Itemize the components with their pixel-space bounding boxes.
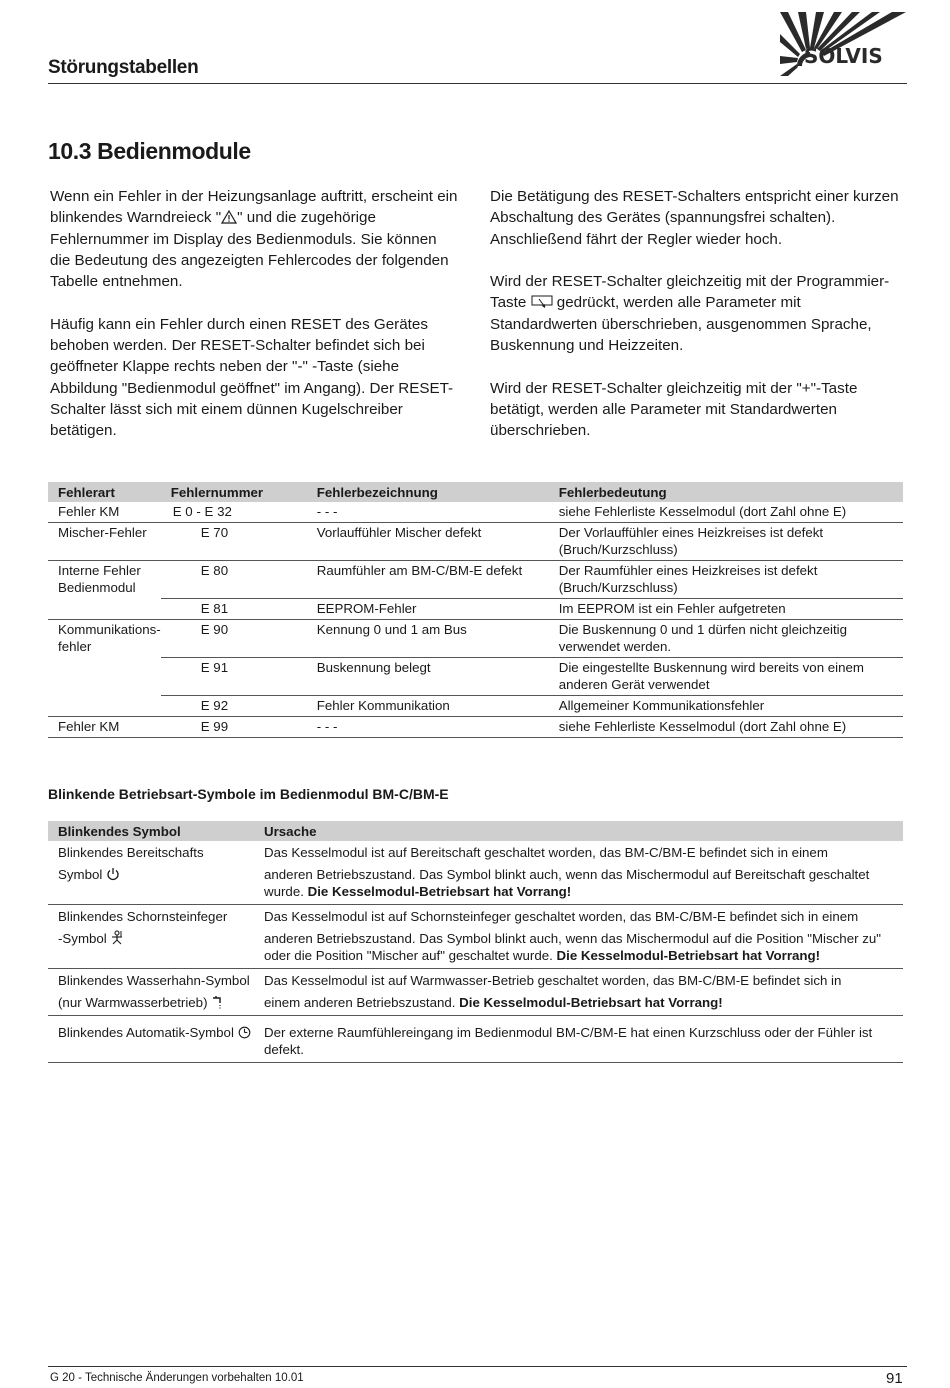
error-number: E 81 xyxy=(161,599,307,620)
solvis-logo xyxy=(780,12,908,76)
error-meaning: siehe Fehlerliste Kesselmodul (dort Zahl ohne E) xyxy=(549,717,903,738)
table-row xyxy=(48,620,903,658)
error-label: - - - xyxy=(307,502,549,523)
column-header: Fehlerbezeichnung xyxy=(307,482,549,502)
symbol-cell: Blinkendes Wasserhahn-Symbol (nur Warmwasserbetrieb) xyxy=(48,969,254,1016)
table-header-row xyxy=(48,821,903,841)
intro-paragraph: Die Betätigung des RESET-Schalters entspricht einer kurzen Abschaltung des Gerätes (spannungsfrei schalten). Anschließend fährt der Regler wieder hoch. xyxy=(490,188,899,248)
error-label: Fehler Kommunikation xyxy=(307,696,549,717)
error-label: Buskennung belegt xyxy=(307,658,549,696)
error-type xyxy=(48,696,161,717)
column-header: Fehlernummer xyxy=(161,482,307,502)
footer-text: G 20 - Technische Änderungen vorbehalten 10.01 xyxy=(50,1372,304,1384)
table-row xyxy=(48,696,903,717)
symbols-section-title: Blinkende Betriebsart-Symbole im Bedienmodul BM-C/BM-E xyxy=(48,786,449,802)
error-meaning: Allgemeiner Kommunikationsfehler xyxy=(549,696,903,717)
warning-triangle-icon xyxy=(221,210,237,224)
chimney-sweep-icon xyxy=(110,930,124,945)
symbol-cell: Blinkendes Automatik-Symbol xyxy=(48,1016,254,1063)
intro-paragraph: Wird der RESET-Schalter gleichzeitig mit der "+"-Taste betätigt, werden alle Parameter mit Standardwerten überschrieben. xyxy=(490,379,858,440)
intro-paragraph: Wird der RESET-Schalter gleichzeitig mit der Programmier-Taste gedrückt, werden alle Parameter mit Standardwerten überschrieben, ausgenommen Sprache, Buskennung und Heizzeiten. xyxy=(490,273,890,355)
table-row xyxy=(48,502,903,523)
error-number: E 91 xyxy=(161,658,307,696)
error-number: E 70 xyxy=(161,523,307,561)
error-type: Mischer-Fehler xyxy=(48,523,161,561)
error-label: - - - xyxy=(307,717,549,738)
header-title: Störungstabellen xyxy=(48,57,199,78)
column-header: Fehlerart xyxy=(48,482,161,502)
error-label: Kennung 0 und 1 am Bus xyxy=(307,620,549,658)
error-type xyxy=(48,658,161,696)
column-header: Fehlerbedeutung xyxy=(549,482,903,502)
symbol-cell: Blinkendes Bereitschafts Symbol xyxy=(48,841,254,905)
error-label: Vorlauffühler Mischer defekt xyxy=(307,523,549,561)
symbol-cell: Blinkendes Schornsteinfeger -Symbol xyxy=(48,905,254,969)
error-meaning: Der Vorlauffühler eines Heizkreises ist defekt (Bruch/Kurzschluss) xyxy=(549,523,903,561)
footer-divider xyxy=(48,1366,907,1367)
page-number: 91 xyxy=(886,1370,903,1387)
column-header: Blinkendes Symbol xyxy=(48,821,254,841)
error-table xyxy=(48,482,903,738)
symbol-table xyxy=(48,821,903,1063)
programming-key-icon xyxy=(531,295,553,309)
table-row xyxy=(48,599,903,620)
intro-paragraph: Häufig kann ein Fehler durch einen RESET des Gerätes behoben werden. Der RESET-Schalter befindet sich bei geöffneter Klappe rechts neben der "-" -Taste (siehe Abbildung "Bedienmodul geöffnet" im Angang). Der RESET-Schalter lässt sich mit einem dünnen Kugelschreiber betätigen. xyxy=(50,315,454,440)
logo-text: SOLVIS xyxy=(804,44,883,68)
cause-cell: Der externe Raumfühlereingang im Bedienmodul BM-C/BM-E hat einen Kurzschluss oder der Fühler ist defekt. xyxy=(254,1016,903,1063)
error-number: E 0 - E 32 xyxy=(161,502,307,523)
error-number: E 80 xyxy=(161,561,307,599)
table-row xyxy=(48,717,903,738)
error-number: E 99 xyxy=(161,717,307,738)
table-row xyxy=(48,561,903,599)
table-row xyxy=(48,1016,903,1063)
error-type: Kommunikations-fehler xyxy=(58,622,161,654)
error-label: EEPROM-Fehler xyxy=(307,599,549,620)
table-row xyxy=(48,841,903,905)
cause-cell: Das Kesselmodul ist auf Schornsteinfeger geschaltet worden, das BM-C/BM-E befindet sich in einem anderen Betriebszustand. Das Symbol blinkt auch, wenn das Mischermodul auf die Position "Mischer zu" oder die Position "Mischer auf" geschaltet wurde. Die Kesselmodul-Betriebsart hat Vorrang! xyxy=(254,905,903,969)
table-row xyxy=(48,523,903,561)
clock-icon xyxy=(238,1026,251,1039)
intro-paragraph: Wenn ein Fehler in der Heizungsanlage auftritt, erscheint ein blinkendes Warndreieck " " und die zugehörige Fehlernummer im Display des Bedienmoduls. Sie können die Bedeutung des angezeigten Fehlercodes der folgenden Tabelle entnehmen. xyxy=(50,188,458,291)
cause-cell: Das Kesselmodul ist auf Bereitschaft geschaltet worden, das BM-C/BM-E befindet sich in einem anderen Betriebszustand. Das Symbol blinkt auch, wenn das Mischermodul auf Bereitschaft geschaltet wurde. Die Kesselmodul-Betriebsart hat Vorrang! xyxy=(254,841,903,905)
error-type: Interne Fehler Bedienmodul xyxy=(58,563,141,595)
error-meaning: Die eingestellte Buskennung wird bereits von einem anderen Gerät verwendet xyxy=(549,658,903,696)
error-type: Fehler KM xyxy=(48,717,161,738)
error-meaning: Die Buskennung 0 und 1 dürfen nicht gleichzeitig verwendet werden. xyxy=(549,620,903,658)
error-type: Fehler KM xyxy=(48,502,161,523)
error-number: E 92 xyxy=(161,696,307,717)
table-header-row xyxy=(48,482,903,502)
table-row xyxy=(48,658,903,696)
column-header: Ursache xyxy=(254,821,903,841)
error-type xyxy=(48,599,161,620)
error-label: Raumfühler am BM-C/BM-E defekt xyxy=(307,561,549,599)
error-meaning: Der Raumfühler eines Heizkreises ist defekt (Bruch/Kurzschluss) xyxy=(549,561,903,599)
power-icon xyxy=(106,867,120,881)
table-row xyxy=(48,905,903,969)
header-divider xyxy=(48,83,907,84)
water-tap-icon xyxy=(211,995,225,1009)
error-number: E 90 xyxy=(161,620,307,658)
section-title: 10.3 Bedienmodule xyxy=(48,138,251,164)
error-meaning: Im EEPROM ist ein Fehler aufgetreten xyxy=(549,599,903,620)
table-row xyxy=(48,969,903,1016)
cause-cell: Das Kesselmodul ist auf Warmwasser-Betrieb geschaltet worden, das BM-C/BM-E befindet sich in einem anderen Betriebszustand. Die Kesselmodul-Betriebsart hat Vorrang! xyxy=(254,969,903,1016)
intro-right-column xyxy=(490,186,902,463)
error-meaning: siehe Fehlerliste Kesselmodul (dort Zahl ohne E) xyxy=(549,502,903,523)
intro-left-column xyxy=(50,186,460,463)
